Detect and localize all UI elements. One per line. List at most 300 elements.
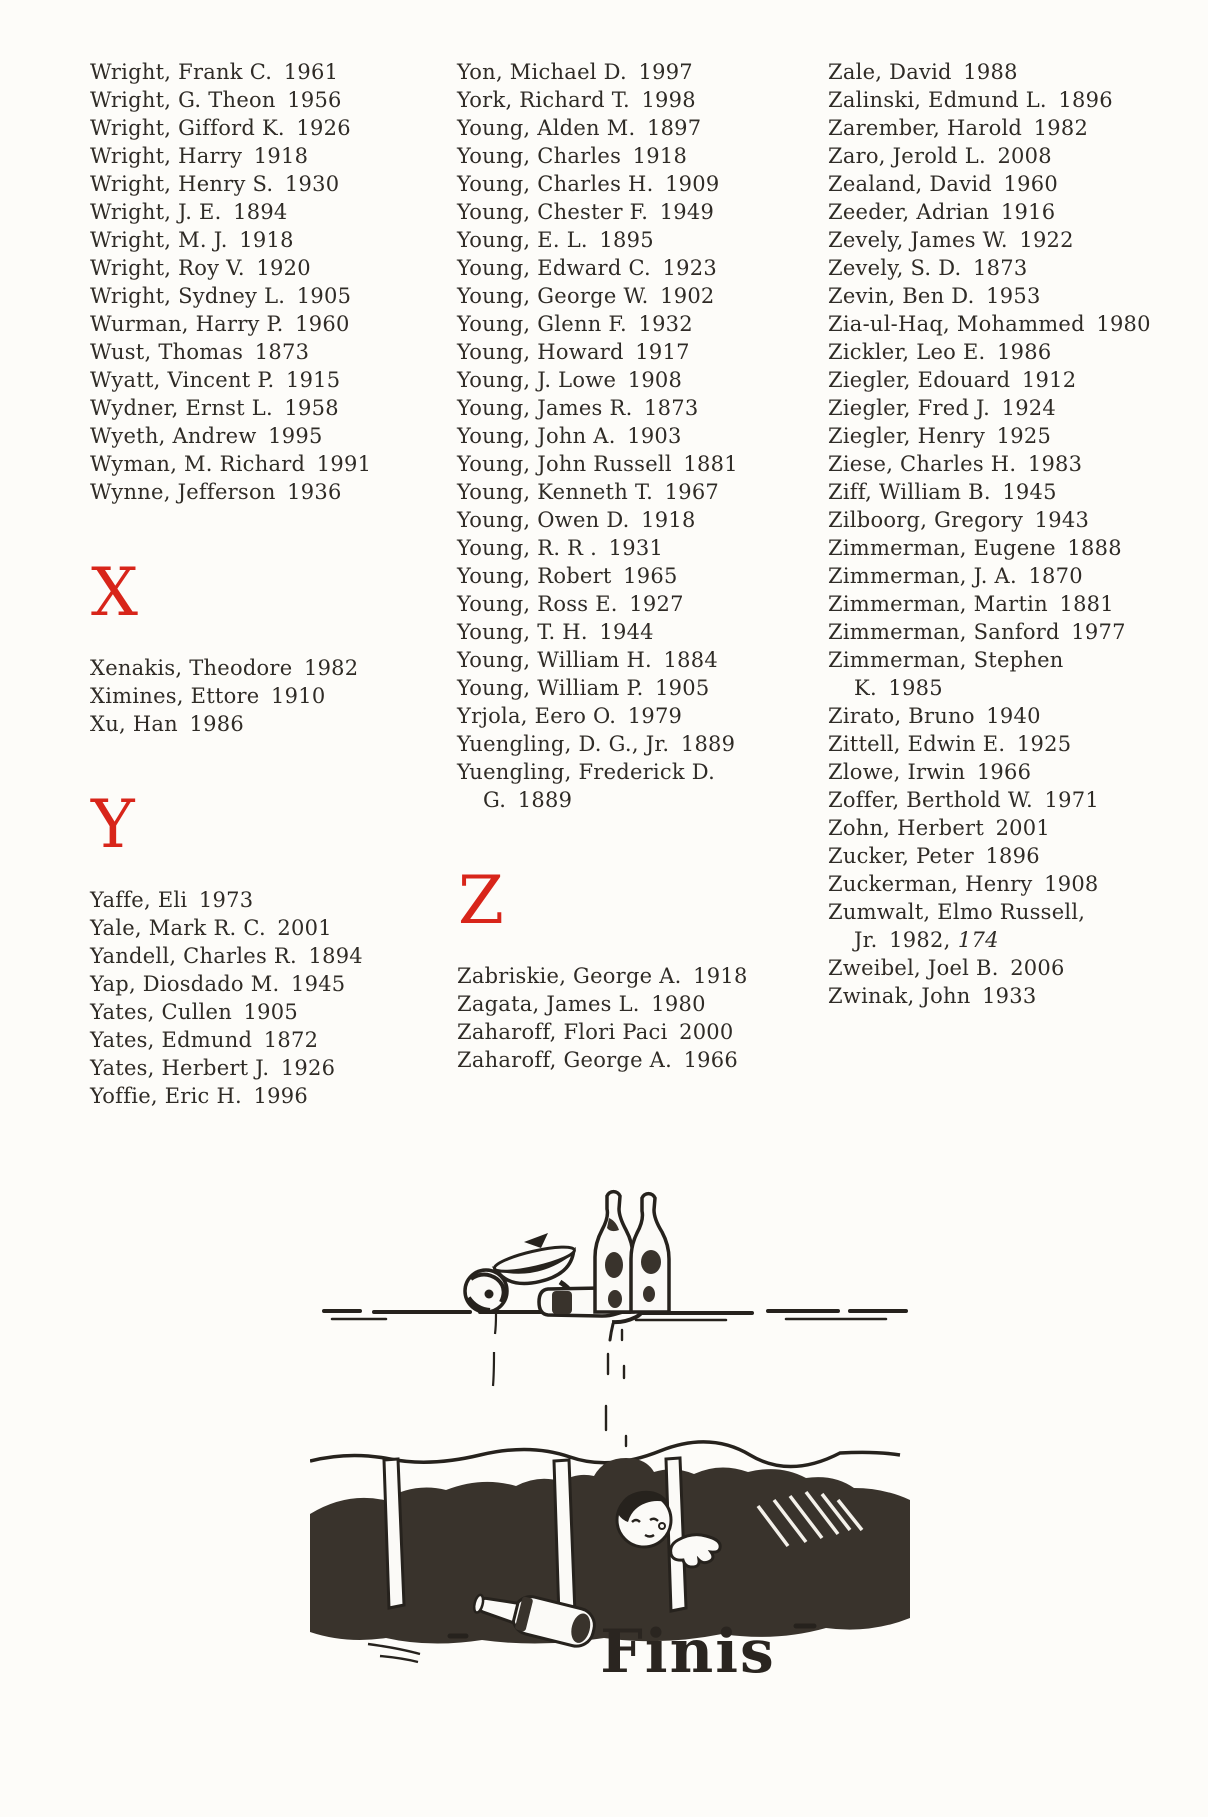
index-entry [90,682,430,710]
entry-year: 1926 [296,116,351,140]
entry-year: 1998 [641,88,696,112]
entry-year: 1923 [662,256,717,280]
index-entry [828,254,1158,282]
entry-name: Young, James R. [457,396,633,420]
entry-name: Ziese, Charles H. [828,452,1017,476]
entry-year: 1958 [284,396,339,420]
entry-name: Yates, Cullen [90,1000,232,1024]
index-entry [828,170,1158,198]
index-entry [90,86,430,114]
entry-year-group [285,116,351,140]
index-entry [90,478,430,506]
finis-drawing [310,1158,910,1718]
entry-year: 1873 [644,396,699,420]
entry-year: 1985 [888,676,943,700]
entry-name: Zia-ul-Haq, Mohammed [828,312,1085,336]
entry-name: Young, J. Lowe [457,368,617,392]
entry-year-group [1033,788,1099,812]
entry-year: 1909 [665,172,720,196]
entry-year-group [975,284,1041,308]
entry-name: Young, Charles [457,144,622,168]
entry-name: Ximines, Ettore [90,684,260,708]
index-entry [828,506,1158,534]
entry-year: 1933 [982,984,1037,1008]
index-entry [828,618,1158,646]
entry-year: 1961 [283,60,339,84]
index-entry [457,478,795,506]
index-entry [90,142,430,170]
entry-year: 1924 [1001,396,1057,420]
entry-year: 1918 [641,508,696,532]
index-entry [90,1026,430,1054]
entry-name: Zevely, James W. [828,228,1008,252]
entry-year-group [985,424,1051,448]
entry-year-group [877,676,943,700]
entry-year-group [621,144,687,168]
entry-name: Wurman, Harry P. [90,312,284,336]
index-entry [457,534,795,562]
entry-year: 1926 [280,1056,336,1080]
index-entry [457,450,795,478]
entry-year-group [616,424,682,448]
entry-name: Yaffe, Eli [90,888,188,912]
entry-year-group [273,396,339,420]
index-column-2 [457,58,795,1074]
entry-year-group [989,200,1055,224]
index-entry [90,914,430,942]
index-entry [457,506,795,534]
entry-year: 1936 [287,480,342,504]
entry-year-group [672,1048,738,1072]
entry-year-group [975,704,1041,728]
entry-name: Young, Edward C. [457,256,651,280]
entry-year-group [633,396,699,420]
entry-name: Zlowe, Irwin [828,760,966,784]
entry-name: Wright, Sydney L. [90,284,286,308]
index-entry [457,422,795,450]
entry-year: 1931 [608,536,664,560]
entry-year: 1971 [1044,788,1099,812]
entry-name: Zucker, Peter [828,844,974,868]
entry-year: 1910 [271,684,326,708]
entry-year: 1927 [629,592,684,616]
index-entry [828,646,1158,702]
index-entry [457,702,795,730]
entry-year: 1925 [996,424,1052,448]
index-entry [828,534,1158,562]
entry-name: Young, R. R . [457,536,598,560]
index-entry [90,366,430,394]
entry-year: 1905 [296,284,352,308]
entry-name: Yon, Michael D. [457,60,627,84]
entry-year: 2001 [277,916,332,940]
index-entry [90,170,430,198]
entry-name: Young, William H. [457,648,652,672]
entry-year-group [1048,592,1114,616]
index-entry [90,394,430,422]
entry-year: 1997 [638,60,693,84]
entry-name: Yuengling, Frederick D. G. [457,760,716,812]
entry-year-group [961,256,1027,280]
index-entry [457,1018,795,1046]
entry-name: Ziegler, Edouard [828,368,1011,392]
entry-name: Zevin, Ben D. [828,284,975,308]
entry-year: 1930 [284,172,340,196]
entry-year-group [243,340,309,364]
entry-year-group [653,480,719,504]
entry-year-group [654,172,720,196]
entry-year: 1903 [627,424,682,448]
index-entry [90,422,430,450]
index-entry [457,58,795,86]
entry-year-group [985,340,1051,364]
entry-year: 1884 [663,648,718,672]
entry-year: 1949 [659,200,715,224]
entry-year-group [284,312,350,336]
index-entry [828,786,1158,814]
entry-name: Wright, G. Theon [90,88,276,112]
entry-year: 1870 [1028,564,1083,588]
entry-name: Young, Alden M. [457,116,636,140]
entry-year: 1967 [664,480,720,504]
index-entry [457,758,795,814]
entry-name: Zimmerman, J. A. [828,564,1017,588]
entry-name: Zuckerman, Henry [828,872,1033,896]
index-entry [828,310,1158,338]
entry-year-group [1008,228,1074,252]
entry-name: Xu, Han [90,712,178,736]
entry-name: Young, Ross E. [457,592,618,616]
index-entry [828,982,1158,1010]
entry-year-group [1010,368,1076,392]
index-entry [828,562,1158,590]
entry-year: 1973 [198,888,254,912]
entry-name: York, Richard T. [457,88,630,112]
entry-year-group [279,972,345,996]
entry-name: Wust, Thomas [90,340,244,364]
entry-name: Wyeth, Andrew [90,424,257,448]
floor-marks [368,1644,420,1662]
entry-name: Zwinak, John [828,984,971,1008]
index-entry [90,1082,430,1110]
entry-year-group [1017,564,1083,588]
index-entry [457,366,795,394]
entry-year: 1983 [1027,452,1083,476]
index-entry [828,730,1158,758]
entry-year: 1894 [308,944,363,968]
entry-name: Zealand, David [828,172,992,196]
index-entry [828,898,1158,954]
index-entry [457,394,795,422]
index-entry [90,114,430,142]
entry-name: Zittell, Edwin E. [828,732,1006,756]
entry-year: 1986 [997,340,1052,364]
entry-year: 1916 [1000,200,1056,224]
index-columns [90,58,1208,1110]
entry-year: 1897 [646,116,702,140]
entry-year: 1902 [660,284,715,308]
entry-name: Young, Glenn F. [457,312,627,336]
entry-name: Zarember, Harold [828,116,1023,140]
entry-year-group [651,256,717,280]
entry-year-group [612,564,678,588]
man-head [617,1491,671,1547]
entry-year-group [965,760,1031,784]
entry-year-group [269,1056,335,1080]
entry-year: 1922 [1019,228,1074,252]
entry-name: Zalinski, Edmund L. [828,88,1047,112]
entry-name: Young, Howard [457,340,624,364]
index-entry [457,562,795,590]
entry-year-group [259,684,325,708]
entry-name: Wydner, Ernst L. [90,396,273,420]
entry-year: 1873 [973,256,1028,280]
entry-year-group [624,340,690,364]
entry-year: 1888 [1067,536,1122,560]
finis-caption: Finis [600,1617,776,1687]
entry-year: 1944 [599,620,654,644]
entry-year: 1918 [693,964,748,988]
entry-name: Zoffer, Berthold W. [828,788,1033,812]
entry-name: Zagata, James L. [457,992,640,1016]
entry-name: Ziff, William B. [828,480,991,504]
entry-name: Wyatt, Vincent P. [90,368,275,392]
entry-year: 1960 [1003,172,1058,196]
entry-year: 1960 [295,312,350,336]
entry-name: Zimmerman, Sanford [828,620,1060,644]
index-entry [828,870,1158,898]
index-entry [828,142,1158,170]
index-entry [457,198,795,226]
entry-name: Zaharoff, Flori Paci [457,1020,668,1044]
entry-year: 1881 [683,452,738,476]
index-entry [828,226,1158,254]
entry-year-group [257,424,323,448]
entry-year: 1912 [1021,368,1077,392]
index-entry [828,954,1158,982]
entry-year: 1905 [243,1000,298,1024]
entry-year-group [878,928,999,952]
entry-name: Yoffie, Eric H. [90,1084,242,1108]
entry-year: 1908 [1044,872,1099,896]
entry-name: Ziegler, Henry [828,424,986,448]
entry-name: Wright, Harry [90,144,243,168]
standing-bottles [595,1192,669,1312]
entry-year-group [618,592,684,616]
entry-name: Zabriskie, George A. [457,964,682,988]
entry-name: Zohn, Herbert [828,816,985,840]
section-heading-x: X [91,554,138,631]
index-entry [457,114,795,142]
entry-year: 1895 [599,228,654,252]
index-entry [828,114,1158,142]
entry-year-group [616,368,682,392]
index-entry [457,282,795,310]
entry-year: 1925 [1016,732,1072,756]
entry-name: Zimmerman, Martin [828,592,1048,616]
entry-year-group [644,676,710,700]
entry-name: Zilboorg, Gregory [828,508,1024,532]
entry-year-group [648,200,714,224]
entry-name: Zirato, Bruno [828,704,975,728]
entry-year: 1977 [1071,620,1126,644]
entry-year-group [506,788,572,812]
entry-name: Zevely, S. D. [828,256,962,280]
entry-year-group [274,368,340,392]
entry-year-group [1056,536,1122,560]
index-column-1 [90,58,430,1110]
entry-year-group [630,88,696,112]
index-entry [90,58,430,86]
index-entry [457,338,795,366]
index-entry [90,654,430,682]
index-entry [828,338,1158,366]
index-entry [457,674,795,702]
index-entry [457,310,795,338]
section-heading-y: Y [91,786,135,863]
entry-year-group [597,536,663,560]
entry-name: Wright, J. E. [90,200,222,224]
entry-year-group [276,88,342,112]
entry-year: 1896 [1058,88,1113,112]
entry-year: 1918 [632,144,688,168]
entry-year: 1945 [290,972,346,996]
entry-name: Young, John Russell [457,452,672,476]
entry-name: Zaharoff, George A. [457,1048,673,1072]
entry-year: 1995 [268,424,323,448]
index-entry [457,86,795,114]
entry-name: Yale, Mark R. C. [90,916,266,940]
entry-year: 2001 [995,816,1051,840]
entry-year-group [640,992,706,1016]
entry-name: Yates, Herbert J. [90,1056,270,1080]
entry-year-group [245,256,311,280]
entry-page-ref: 174 [957,928,999,952]
index-entry [457,142,795,170]
entry-year-group [630,508,696,532]
entry-year-group [242,1084,308,1108]
entry-year: 1881 [1059,592,1114,616]
entry-year: 1917 [635,340,690,364]
index-entry [828,282,1158,310]
section-heading-z: Z [458,862,504,939]
entry-year-group [228,228,294,252]
entry-year: 1956 [287,88,342,112]
entry-year: 1982 [1033,116,1089,140]
entry-name: Wright, Frank C. [90,60,273,84]
napkin-ball [465,1270,507,1386]
entry-year: 1991 [316,452,372,476]
entry-year: 1988 [963,60,1018,84]
index-entry [457,170,795,198]
entry-year: 1872 [263,1028,319,1052]
finis-illustration [310,1158,910,1718]
entry-name: Yandell, Charles R. [90,944,297,968]
index-entry [457,590,795,618]
index-entry [828,702,1158,730]
entry-year-group [1005,732,1071,756]
entry-name: Ziegler, Fred J. [828,396,991,420]
entry-year: 1915 [285,368,341,392]
index-entry [457,226,795,254]
entry-year: 2000 [679,1020,734,1044]
entry-name: Zimmerman, Stephen K. [828,648,1064,700]
entry-name: Wynne, Jefferson [90,480,276,504]
entry-name: Zickler, Leo E. [828,340,986,364]
index-entry [457,618,795,646]
entry-year: 1918 [239,228,294,252]
index-entry [90,338,430,366]
entry-year: 1996 [253,1084,308,1108]
entry-name: Young, George W. [457,284,649,308]
entry-year-group [990,396,1056,420]
entry-year: 1986 [189,712,244,736]
entry-year: 2008 [997,144,1052,168]
entry-year: 1918 [253,144,309,168]
entry-year-group [266,916,332,940]
entry-year-group [292,656,358,680]
entry-name: Xenakis, Theodore [90,656,293,680]
index-entry [828,86,1158,114]
entry-year-group [649,284,715,308]
entry-name: Yuengling, D. G., Jr. [457,732,670,756]
entry-year-group [992,172,1058,196]
index-entry [828,366,1158,394]
entry-name: Young, John A. [457,424,616,448]
entry-year: 1889 [680,732,736,756]
entry-year-group [616,704,682,728]
entry-year: 1945 [1002,480,1057,504]
entry-year-group [222,200,288,224]
entry-year: 2006 [1010,956,1065,980]
entry-year-group [668,1020,734,1044]
entry-name: Zale, David [828,60,952,84]
entry-name: Wright, M. J. [90,228,228,252]
entry-year: 1896 [985,844,1040,868]
index-entry [457,962,795,990]
entry-year-group [273,172,339,196]
entry-name: Yates, Edmund [90,1028,253,1052]
entry-name: Wright, Henry S. [90,172,274,196]
entry-year-group [1023,508,1089,532]
index-entry [90,998,430,1026]
index-entry [90,970,430,998]
index-entry [828,394,1158,422]
entry-year: 1965 [623,564,678,588]
entry-year: 1980 [651,992,706,1016]
entry-year-group [272,60,338,84]
entry-year: 1966 [683,1048,739,1072]
entry-year-group [232,1000,298,1024]
entry-year-group [952,60,1018,84]
entry-year-group [672,452,738,476]
entry-year-group [1033,872,1099,896]
entry-name: Yrjola, Eero O. [457,704,617,728]
cocktail-pick [524,1233,548,1248]
index-entry [828,422,1158,450]
entry-year-group [971,984,1037,1008]
index-entry [90,710,430,738]
entry-year-group [999,956,1065,980]
entry-name: Zaro, Jerold L. [828,144,986,168]
entry-name: Wright, Gifford K. [90,116,285,140]
entry-year-group [276,480,342,504]
entry-name: Young, E. L. [457,228,588,252]
entry-year-group [984,816,1050,840]
index-entry [828,814,1158,842]
entry-year-group [1060,620,1126,644]
entry-year: 1979 [627,704,683,728]
